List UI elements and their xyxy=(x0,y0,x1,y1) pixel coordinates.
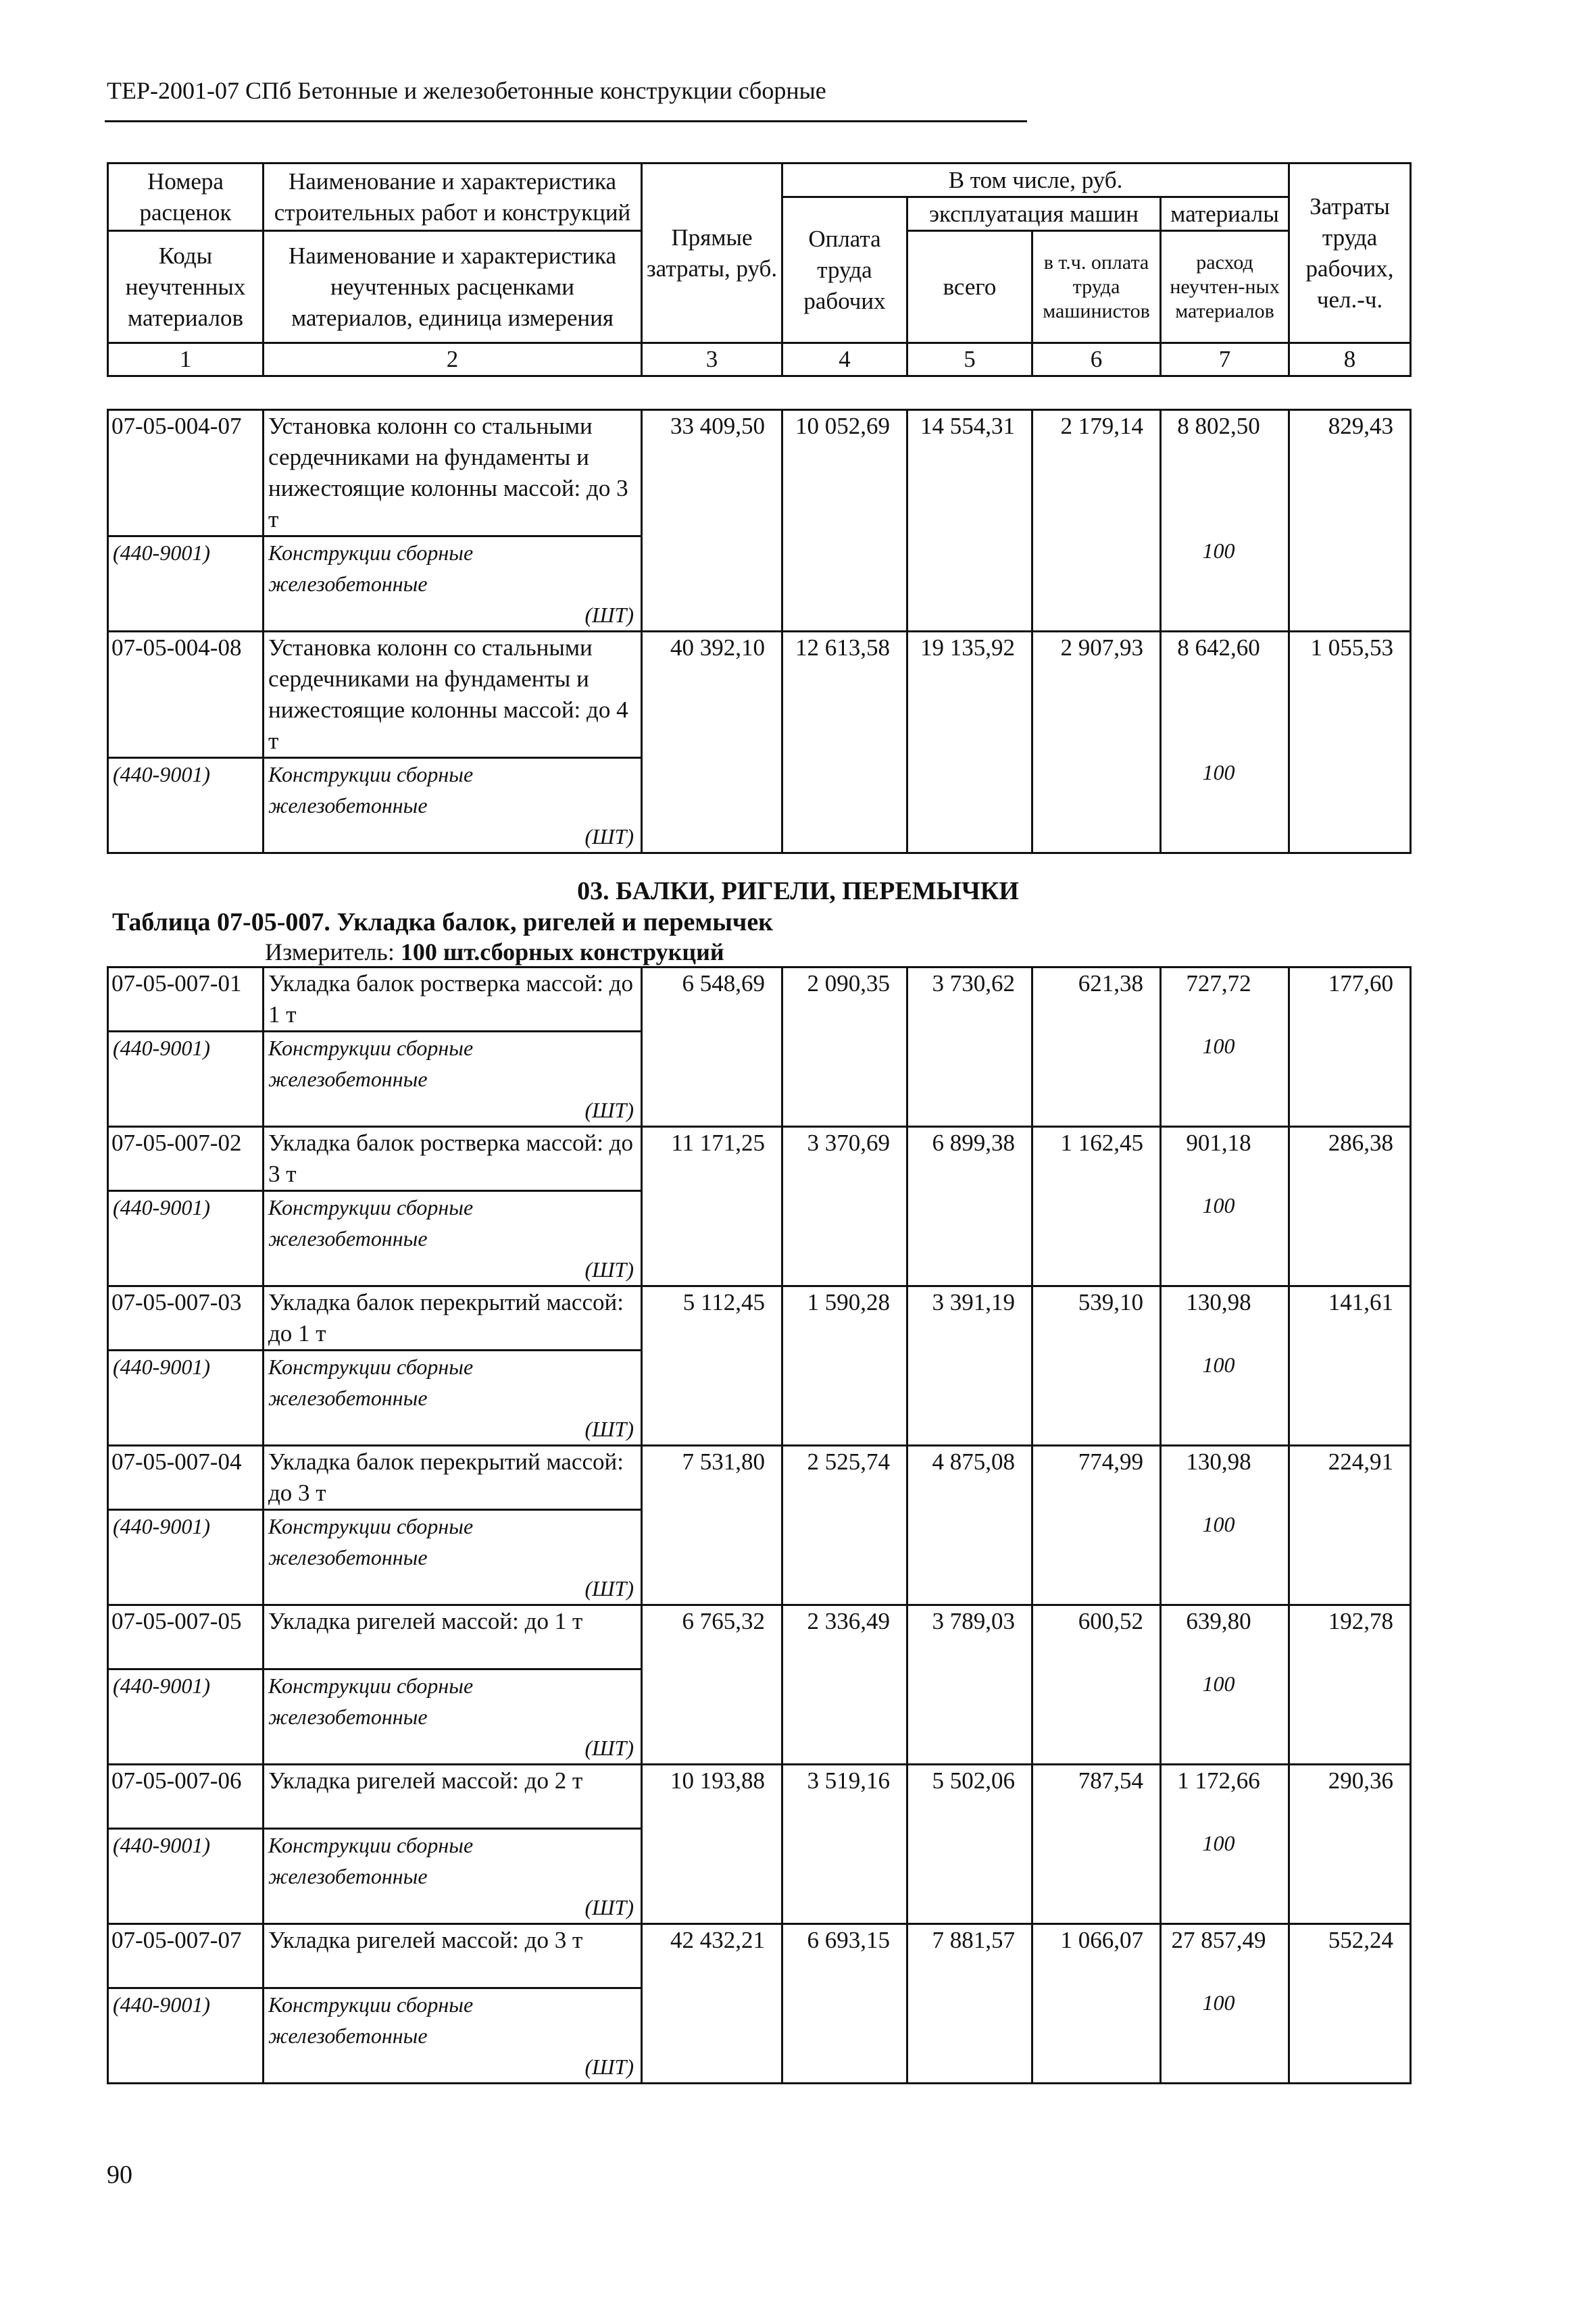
material-name-cell xyxy=(264,1510,642,1605)
col-header-labor-pay: Оплата труда рабочих xyxy=(782,197,907,343)
rate-code: 07-05-007-04 xyxy=(108,1446,264,1510)
material-unit: (ШТ) xyxy=(584,1576,634,1601)
table-row xyxy=(108,1286,1411,1351)
machines-total: 6 899,38 xyxy=(907,1127,1032,1286)
materials-cost-value: 130,98 xyxy=(1186,1289,1251,1315)
work-name: Укладка балок перекрытий массой: до 1 т xyxy=(264,1286,642,1351)
table-row xyxy=(108,1127,1411,1191)
col-header-machines: эксплуатация машин xyxy=(907,197,1161,231)
spacer xyxy=(1166,999,1272,1030)
spacer xyxy=(1166,1796,1272,1828)
spacer xyxy=(1166,663,1272,757)
material-name: Конструкции сборные железобетонные xyxy=(268,1036,474,1091)
material-quantity: 100 xyxy=(1202,1353,1235,1377)
table-row xyxy=(108,1605,1411,1669)
table-title: Таблица 07-05-007. Укладка балок, ригелей и перемычек xyxy=(112,908,774,936)
operators-pay: 2 907,93 xyxy=(1032,632,1161,853)
operators-pay: 600,52 xyxy=(1032,1605,1161,1765)
work-name: Укладка балок ростверка массой: до 1 т xyxy=(264,967,642,1032)
materials-cost-value: 130,98 xyxy=(1186,1449,1251,1475)
col-number: 5 xyxy=(907,343,1032,376)
material-code: (440-9001) xyxy=(108,1669,264,1765)
direct-costs: 40 392,10 xyxy=(642,632,782,853)
direct-costs: 6 765,32 xyxy=(642,1605,782,1765)
material-name: Конструкции сборные железобетонные xyxy=(268,1833,474,1888)
measure-unit xyxy=(265,938,724,966)
spacer xyxy=(1166,1637,1272,1668)
machines-total: 3 789,03 xyxy=(907,1605,1032,1765)
table-row xyxy=(108,1446,1411,1510)
material-name-cell xyxy=(264,536,642,632)
material-name: Конструкции сборные железобетонные xyxy=(268,1195,474,1251)
material-quantity: 100 xyxy=(1202,1034,1235,1058)
material-unit: (ШТ) xyxy=(584,603,634,627)
materials-cost-value: 27 857,49 xyxy=(1171,1927,1266,1953)
labor-pay: 3 370,69 xyxy=(782,1127,907,1286)
material-code: (440-9001) xyxy=(108,1829,264,1924)
materials-cost xyxy=(1161,1446,1289,1605)
labor-hours: 224,91 xyxy=(1289,1446,1411,1605)
materials-cost xyxy=(1161,967,1289,1127)
operators-pay: 787,54 xyxy=(1032,1765,1161,1924)
material-unit: (ШТ) xyxy=(584,1736,634,1760)
rates-table-columns xyxy=(107,409,1412,854)
material-code: (440-9001) xyxy=(108,1032,264,1127)
machines-total: 5 502,06 xyxy=(907,1765,1032,1924)
material-quantity: 100 xyxy=(1202,1512,1235,1536)
material-name: Конструкции сборные железобетонные xyxy=(268,762,474,818)
col-number: 4 xyxy=(782,343,907,376)
labor-hours: 286,38 xyxy=(1289,1127,1411,1286)
operators-pay: 2 179,14 xyxy=(1032,410,1161,632)
work-name: Укладка балок перекрытий массой: до 3 т xyxy=(264,1446,642,1510)
material-name-cell xyxy=(264,1988,642,2084)
material-name-cell xyxy=(264,1669,642,1765)
table-row xyxy=(108,1765,1411,1829)
materials-cost xyxy=(1161,632,1289,853)
direct-costs: 7 531,80 xyxy=(642,1446,782,1605)
operators-pay: 621,38 xyxy=(1032,967,1161,1127)
materials-cost xyxy=(1161,410,1289,632)
spacer xyxy=(1166,1956,1272,1987)
labor-pay: 10 052,69 xyxy=(782,410,907,632)
col-header-direct-costs: Прямые затраты, руб. xyxy=(642,164,782,343)
material-quantity: 100 xyxy=(1202,1671,1235,1696)
col-number: 7 xyxy=(1161,343,1289,376)
direct-costs: 11 171,25 xyxy=(642,1127,782,1286)
machines-total: 4 875,08 xyxy=(907,1446,1032,1605)
material-name: Конструкции сборные железобетонные xyxy=(268,1674,474,1729)
material-name: Конструкции сборные железобетонные xyxy=(268,1992,474,2048)
rate-code: 07-05-004-07 xyxy=(108,410,264,536)
col-header-operators-pay: в т.ч. оплата труда машинистов xyxy=(1032,231,1161,343)
machines-total: 7 881,57 xyxy=(907,1924,1032,2084)
header-rule xyxy=(105,120,1027,122)
page-header: ТЕР-2001-07 СПб Бетонные и железобетонные конструкции сборные xyxy=(107,77,826,104)
labor-pay: 3 519,16 xyxy=(782,1765,907,1924)
col-header-unaccounted-materials: расход неучтен-ных материалов xyxy=(1161,231,1289,343)
material-name-cell xyxy=(264,1032,642,1127)
rate-code: 07-05-007-05 xyxy=(108,1605,264,1669)
materials-cost-value: 1 172,66 xyxy=(1177,1767,1260,1794)
material-unit: (ШТ) xyxy=(584,824,634,849)
col-header-work-name: Наименование и характеристика строительных работ и конструкций xyxy=(264,164,642,231)
machines-total: 3 730,62 xyxy=(907,967,1032,1127)
rate-code: 07-05-004-08 xyxy=(108,632,264,758)
labor-hours: 829,43 xyxy=(1289,410,1411,632)
table-row xyxy=(108,1924,1411,1988)
labor-pay: 2 090,35 xyxy=(782,967,907,1127)
material-name: Конструкции сборные железобетонные xyxy=(268,1355,474,1410)
table-row xyxy=(108,410,1411,536)
direct-costs: 33 409,50 xyxy=(642,410,782,632)
materials-cost xyxy=(1161,1765,1289,1924)
col-number: 3 xyxy=(642,343,782,376)
material-quantity: 100 xyxy=(1202,1193,1235,1217)
rate-code: 07-05-007-06 xyxy=(108,1765,264,1829)
material-code: (440-9001) xyxy=(108,1510,264,1605)
materials-cost xyxy=(1161,1286,1289,1446)
materials-cost xyxy=(1161,1127,1289,1286)
column-header-table xyxy=(107,162,1412,377)
spacer xyxy=(1166,442,1272,535)
material-name-cell xyxy=(264,1351,642,1446)
material-code: (440-9001) xyxy=(108,758,264,853)
col-number: 6 xyxy=(1032,343,1161,376)
labor-pay: 12 613,58 xyxy=(782,632,907,853)
operators-pay: 774,99 xyxy=(1032,1446,1161,1605)
labor-hours: 141,61 xyxy=(1289,1286,1411,1446)
materials-cost xyxy=(1161,1605,1289,1765)
spacer xyxy=(1166,1478,1272,1509)
direct-costs: 5 112,45 xyxy=(642,1286,782,1446)
work-name: Укладка балок ростверка массой: до 3 т xyxy=(264,1127,642,1191)
work-name: Укладка ригелей массой: до 3 т xyxy=(264,1924,642,1988)
labor-hours: 290,36 xyxy=(1289,1765,1411,1924)
material-name: Конструкции сборные железобетонные xyxy=(268,540,474,596)
col-number: 2 xyxy=(264,343,642,376)
labor-hours: 1 055,53 xyxy=(1289,632,1411,853)
work-name: Установка колонн со стальными сердечниками на фундаменты и нижестоящие колонны массой: до 3 т xyxy=(264,410,642,536)
material-quantity: 100 xyxy=(1202,538,1235,563)
materials-cost-value: 639,80 xyxy=(1186,1608,1251,1634)
page-number: 90 xyxy=(107,2161,132,2189)
measure-unit-value: 100 шт.сборных конструкций xyxy=(400,938,724,965)
col-header-material-names: Наименование и характеристика неучтенных расценками материалов, единица измерения xyxy=(264,231,642,343)
material-name-cell xyxy=(264,758,642,853)
labor-pay: 1 590,28 xyxy=(782,1286,907,1446)
material-unit: (ШТ) xyxy=(584,1257,634,1282)
direct-costs: 42 432,21 xyxy=(642,1924,782,2084)
col-header-material-codes: Коды неучтенных материалов xyxy=(108,231,264,343)
machines-total: 3 391,19 xyxy=(907,1286,1032,1446)
material-code: (440-9001) xyxy=(108,1988,264,2084)
rate-code: 07-05-007-03 xyxy=(108,1286,264,1351)
material-quantity: 100 xyxy=(1202,760,1235,784)
material-name-cell xyxy=(264,1191,642,1286)
col-number: 8 xyxy=(1289,343,1411,376)
labor-pay: 2 525,74 xyxy=(782,1446,907,1605)
operators-pay: 539,10 xyxy=(1032,1286,1161,1446)
material-name-cell xyxy=(264,1829,642,1924)
direct-costs: 6 548,69 xyxy=(642,967,782,1127)
labor-pay: 2 336,49 xyxy=(782,1605,907,1765)
materials-cost-value: 8 642,60 xyxy=(1177,634,1260,661)
material-unit: (ШТ) xyxy=(584,2055,634,2079)
measure-unit-label: Измеритель: xyxy=(265,938,395,965)
rate-code: 07-05-007-02 xyxy=(108,1127,264,1191)
machines-total: 14 554,31 xyxy=(907,410,1032,632)
work-name: Укладка ригелей массой: до 1 т xyxy=(264,1605,642,1669)
labor-hours: 192,78 xyxy=(1289,1605,1411,1765)
table-row xyxy=(108,632,1411,758)
material-name: Конструкции сборные железобетонные xyxy=(268,1514,474,1569)
rate-code: 07-05-007-01 xyxy=(108,967,264,1032)
operators-pay: 1 066,07 xyxy=(1032,1924,1161,2084)
spacer xyxy=(1166,1318,1272,1349)
materials-cost xyxy=(1161,1924,1289,2084)
materials-cost-value: 901,18 xyxy=(1186,1130,1251,1156)
rates-table-beams xyxy=(107,966,1412,2084)
section-title: 03. БАЛКИ, РИГЕЛИ, ПЕРЕМЫЧКИ xyxy=(577,877,1019,905)
table-row xyxy=(108,967,1411,1032)
work-name: Укладка ригелей массой: до 2 т xyxy=(264,1765,642,1829)
work-name: Установка колонн со стальными сердечниками на фундаменты и нижестоящие колонны массой: до 4 т xyxy=(264,632,642,758)
operators-pay: 1 162,45 xyxy=(1032,1127,1161,1286)
col-header-labor-hours: Затраты труда рабочих, чел.-ч. xyxy=(1289,164,1411,343)
spacer xyxy=(1166,1159,1272,1190)
material-quantity: 100 xyxy=(1202,1990,1235,2015)
material-unit: (ШТ) xyxy=(584,1895,634,1919)
col-header-materials: материалы xyxy=(1161,197,1289,231)
col-header-group: В том числе, руб. xyxy=(782,164,1289,197)
materials-cost-value: 727,72 xyxy=(1186,970,1251,997)
rate-code: 07-05-007-07 xyxy=(108,1924,264,1988)
machines-total: 19 135,92 xyxy=(907,632,1032,853)
material-code: (440-9001) xyxy=(108,1191,264,1286)
materials-cost-value: 8 802,50 xyxy=(1177,413,1260,439)
material-code: (440-9001) xyxy=(108,536,264,632)
material-code: (440-9001) xyxy=(108,1351,264,1446)
col-header-rate-number: Номера расценок xyxy=(108,164,264,231)
col-number: 1 xyxy=(108,343,264,376)
labor-hours: 177,60 xyxy=(1289,967,1411,1127)
labor-hours: 552,24 xyxy=(1289,1924,1411,2084)
col-header-machines-total: всего xyxy=(907,231,1032,343)
material-unit: (ШТ) xyxy=(584,1098,634,1122)
labor-pay: 6 693,15 xyxy=(782,1924,907,2084)
material-quantity: 100 xyxy=(1202,1831,1235,1855)
direct-costs: 10 193,88 xyxy=(642,1765,782,1924)
material-unit: (ШТ) xyxy=(584,1417,634,1441)
